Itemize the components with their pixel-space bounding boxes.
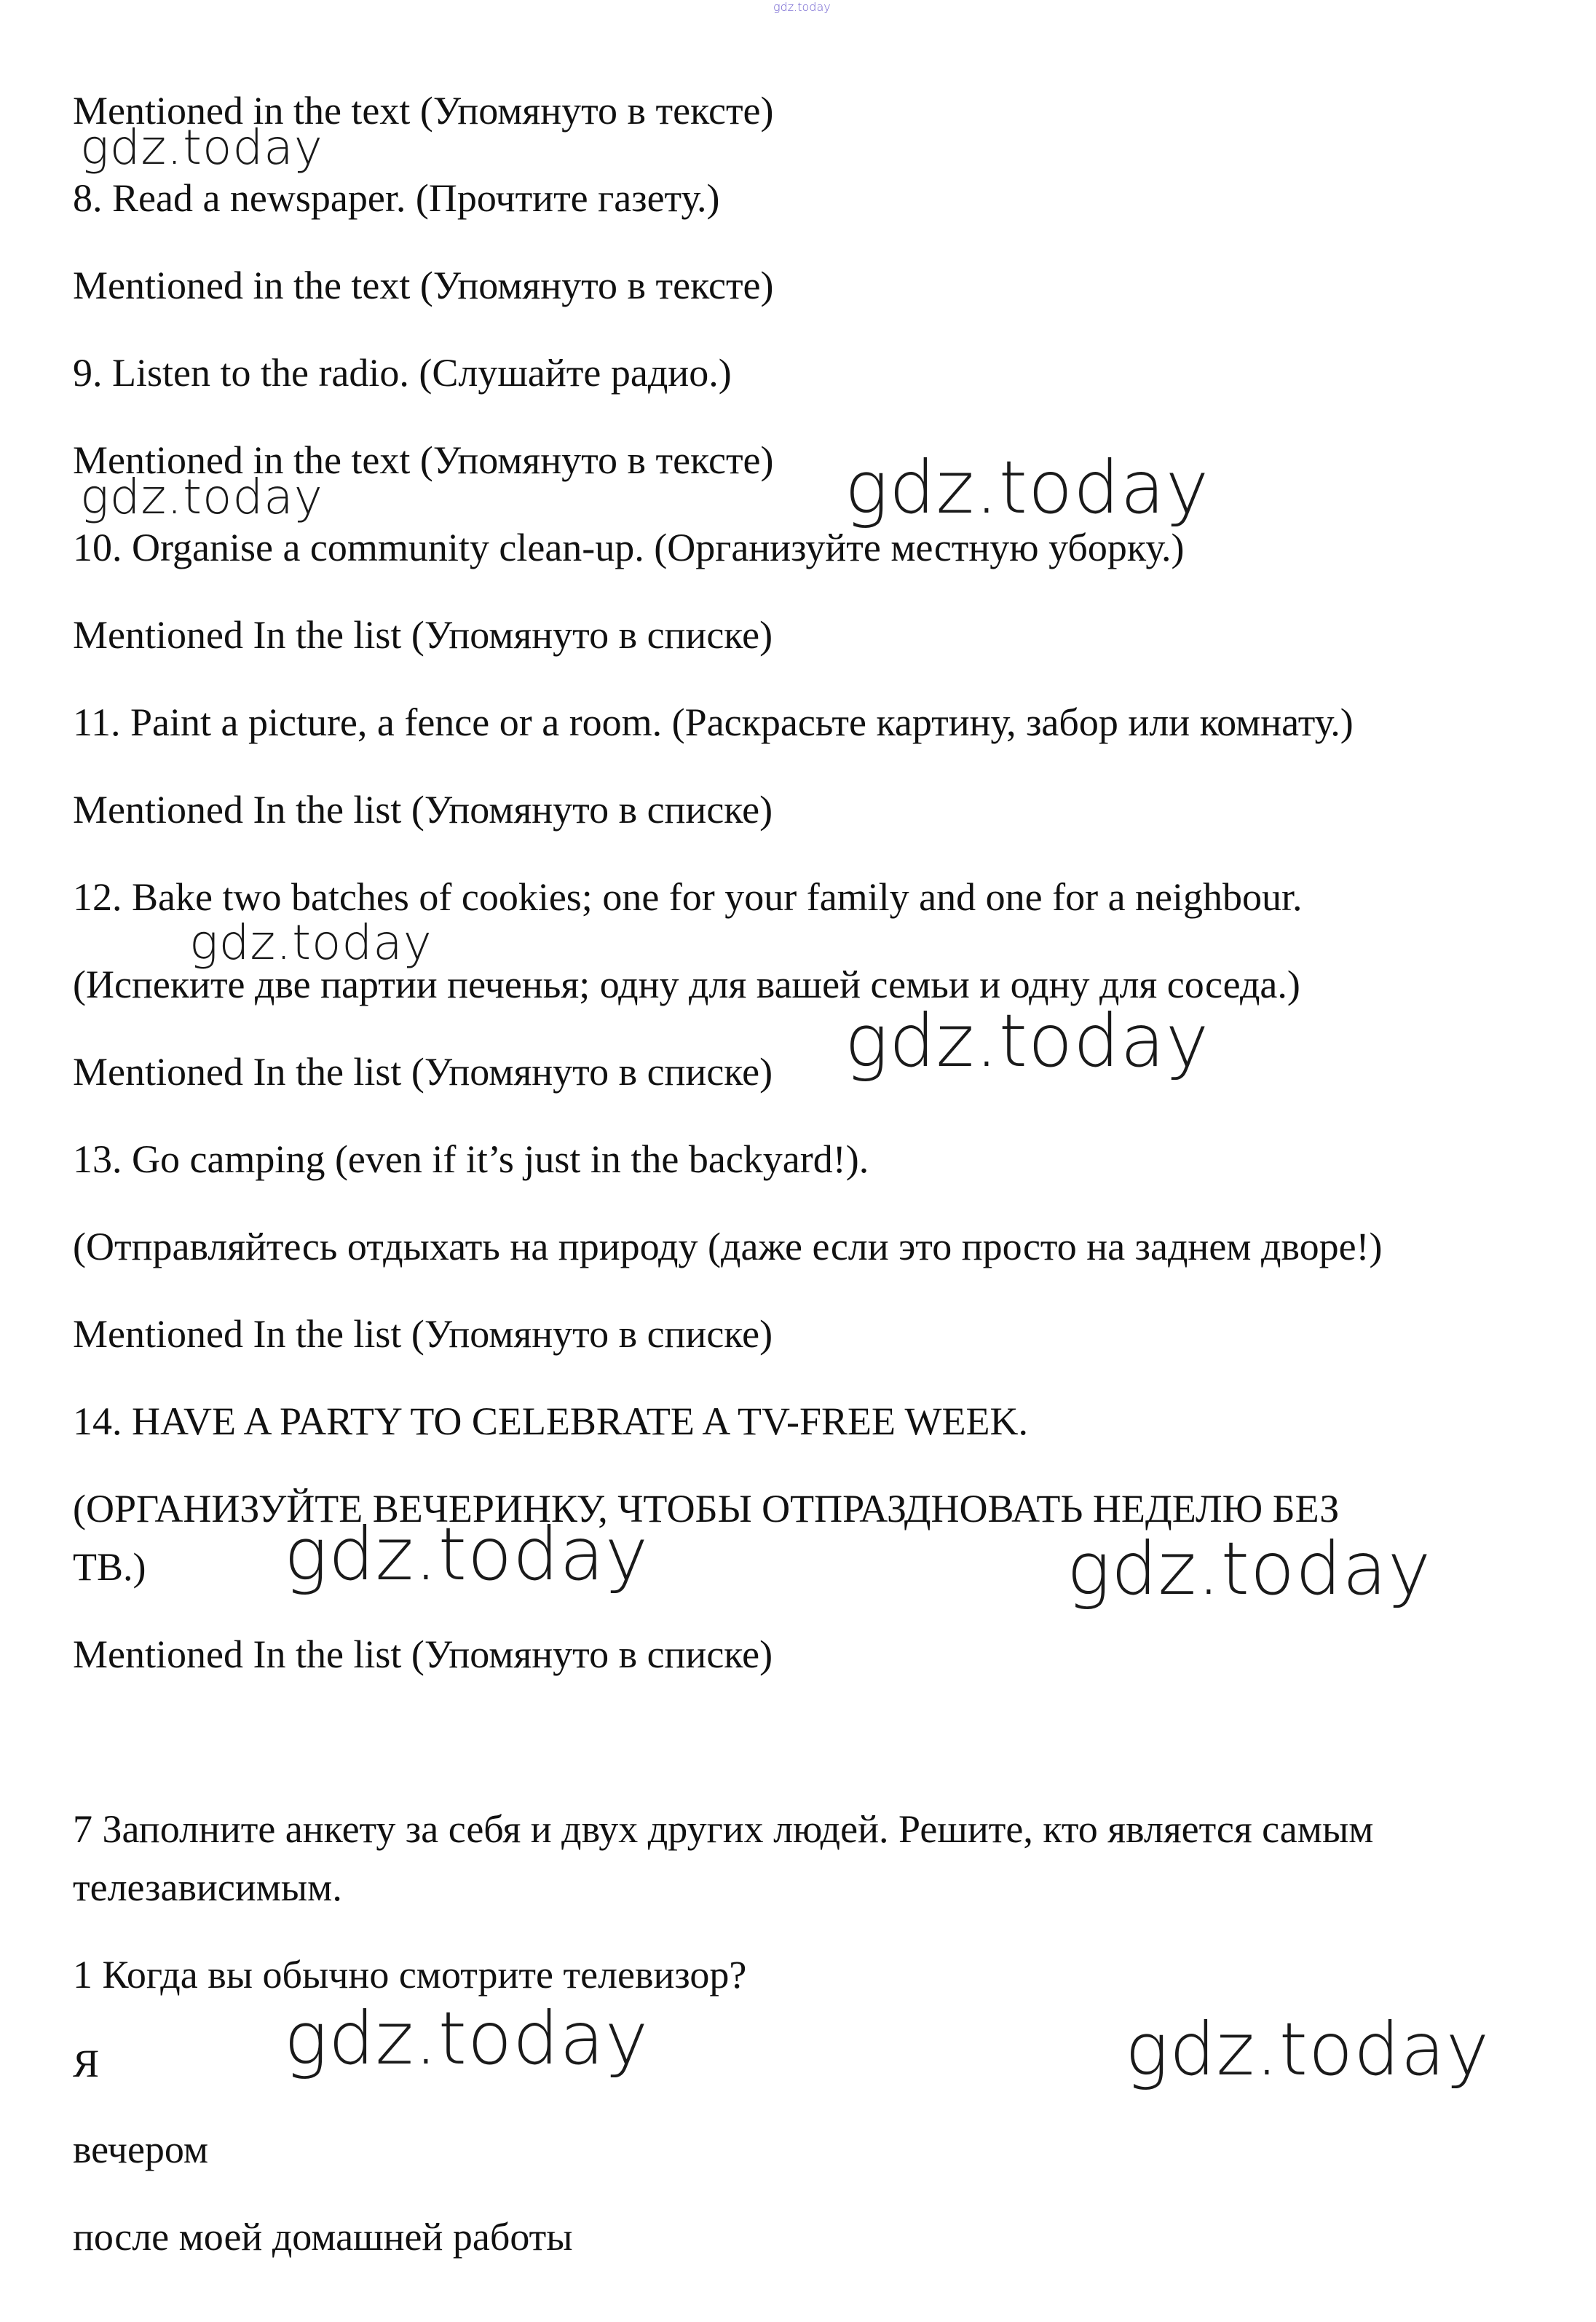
- exercise-item: 14. HAVE A PARTY TO CELEBRATE A TV-FREE WEEK.: [73, 1399, 1028, 1443]
- answer-line: вечером: [73, 2128, 209, 2171]
- watermark: gdz.today: [80, 469, 323, 525]
- answer-line: Mentioned In the list (Упомянуто в списке): [73, 1312, 773, 1356]
- exercise-item: 12. Bake two batches of cookies; one for your family and one for a neighbour.: [73, 875, 1303, 919]
- question-line: 1 Когда вы обычно смотрите телевизор?: [73, 1953, 747, 1997]
- watermark: gdz.today: [80, 119, 323, 175]
- translation-line: (ОРГАНИЗУЙТЕ ВЕЧЕРИНКУ, ЧТОБЫ ОТПРАЗДНОВАТЬ НЕДЕЛЮ БЕЗ: [73, 1487, 1340, 1531]
- answer-line: Mentioned in the text (Упомянуто в тексте): [73, 438, 774, 482]
- exercise-item: 10. Organise a community clean-up. (Организуйте местную уборку.): [73, 526, 1185, 569]
- watermark: gdz.today: [284, 1512, 649, 1597]
- answer-line: Mentioned In the list (Упомянуто в списке): [73, 613, 773, 657]
- translation-line: (Отправляйтесь отдыхать на природу (даже если это просто на заднем дворе!): [73, 1225, 1383, 1268]
- watermark: gdz.today: [1067, 1526, 1432, 1611]
- watermark: gdz.today: [284, 1996, 649, 2081]
- answer-line: Mentioned In the list (Упомянуто в списке): [73, 788, 773, 832]
- watermark: gdz.today: [1125, 2007, 1490, 2092]
- answer-line: Mentioned in the text (Упомянуто в тексте): [73, 264, 774, 307]
- exercise-item: 13. Go camping (even if it’s just in the backyard!).: [73, 1137, 869, 1181]
- watermark: gdz.today: [845, 445, 1210, 530]
- answer-line: Я: [73, 2042, 100, 2085]
- answer-line: Mentioned In the list (Упомянуто в списке): [73, 1050, 773, 1094]
- translation-line: (Испеките две партии печенья; одну для вашей семьи и одну для соседа.): [73, 963, 1300, 1006]
- exercise-item: 9. Listen to the radio. (Слушайте радио.): [73, 351, 732, 395]
- exercise-item: 8. Read a newspaper. (Прочтите газету.): [73, 176, 720, 220]
- exercise-item: 11. Paint a picture, a fence or a room. (Раскрасьте картину, забор или комнату.): [73, 700, 1354, 744]
- answer-line: Mentioned In the list (Упомянуто в списке): [73, 1632, 773, 1676]
- watermark: gdz.today: [845, 998, 1210, 1083]
- watermark: gdz.today: [189, 915, 432, 971]
- translation-line-continued: ТВ.): [73, 1545, 146, 1589]
- answer-line: Mentioned in the text (Упомянуто в тексте): [73, 89, 774, 133]
- watermark-top: gdz.today: [773, 0, 831, 14]
- task-heading-continued: телезависимым.: [73, 1865, 342, 1909]
- task-heading: 7 Заполните анкету за себя и двух других людей. Решите, кто является самым: [73, 1807, 1374, 1851]
- answer-line: после моей домашней работы: [73, 2215, 573, 2259]
